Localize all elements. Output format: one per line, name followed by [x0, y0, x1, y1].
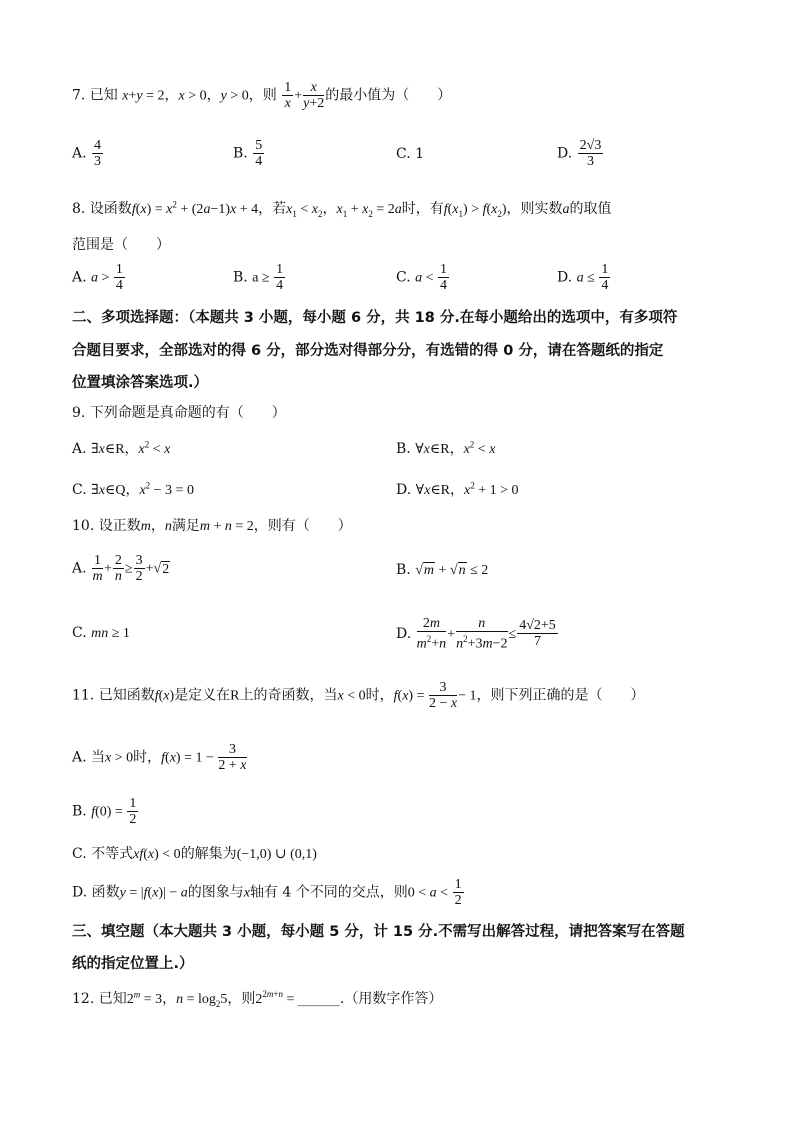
- section2-heading-line2: 合题目要求，全部选对的得 6 分，部分选对得部分分，有选错的得 0 分，请在答题纸的指定: [72, 343, 664, 359]
- q10-option-c: C. mn ≥ 1: [72, 625, 130, 641]
- q10-option-d: D. $\frac{2m}{m^2+n}$ + $\frac{n}{n^2+3m-2}$ ≤ $\frac{4√2+5}{7}$: [396, 616, 556, 652]
- q12-stem: 12. 已知$2^m = 3$，$n = \log_25$，则$2^{2m+n}$ = ______.（用数字作答）: [72, 989, 443, 1009]
- q7-stem: 7. 已知 x+y = 2，x > 0，y > 0，则 $\frac{1}{x}$ + $\frac{x}{y+2}$ 的最小值为（ ）: [72, 80, 452, 111]
- q8-option-c: C. a < $\frac{1}{4}$: [396, 262, 448, 293]
- q7-frac-1: $\frac{1}{x}$: [284, 80, 292, 111]
- section3-heading-line2: 纸的指定位置上.）: [72, 956, 194, 972]
- q9-stem: 9. 下列命题是真命题的有（ ）: [72, 405, 286, 421]
- q7-frac-2: $\frac{x}{y+2}$: [303, 80, 325, 111]
- q7-option-b: B. $\frac{5}{4}$: [233, 138, 263, 169]
- q8-stem: 8. 设函数$f(x) = x^2 + (2a-1)x + 4$，若$x_1 < x_2$，$x_1 + x_2 = 2a$时，有$f(x_1) > f(x_2)$，则实数a的取值: [72, 199, 612, 219]
- section2-heading-line3: 位置填涂答案选项.）: [72, 375, 209, 391]
- q8-option-b: B. a ≥ $\frac{1}{4}$: [233, 262, 284, 293]
- q11-option-b: B. f(0) = $\frac{1}{2}$: [72, 796, 137, 827]
- q7-option-a: A. $\frac{4}{3}$: [72, 138, 102, 169]
- q11-option-a: A. 当x > 0时，f(x) = 1 − $\frac{3}{2 + x}$: [72, 742, 247, 773]
- q7-option-d: D. $\frac{2√3}{3}$: [557, 138, 602, 169]
- q9-option-a: A. ∃x∈R，$x^2 < x$: [72, 439, 171, 457]
- q11-option-d: D. 函数y = |f(x)| − a的图象与x轴有 4 个不同的交点，则0 < a < $\frac{1}{2}$: [72, 877, 462, 908]
- q9-option-b: B. ∀x∈R，$x^2 < x$: [396, 439, 496, 457]
- q12-answer-blank[interactable]: ______: [297, 991, 340, 1007]
- q11-stem: 11. 已知函数f(x)是定义在R上的奇函数，当x < 0时，f(x) = $\frac{3}{2 - x}$ − 1，则下列正确的是（ ）: [72, 680, 645, 711]
- q7-option-c: C. 1: [396, 146, 425, 162]
- q11-option-c: C. 不等式xf(x) < 0的解集为(−1,0) ∪ (0,1): [72, 846, 317, 862]
- q10-option-a: A. $\frac{1}{m}$ + $\frac{2}{n}$ ≥ $\frac{3}{2}$ +√2: [72, 553, 170, 584]
- section2-heading-line1: 二、多项选择题：（本题共 3 小题，每小题 6 分，共 18 分.在每小题给出的选项中，有多项符: [72, 310, 678, 326]
- q9-option-c: C. ∃x∈Q，$x^2 - 3 = 0$: [72, 480, 194, 498]
- q9-option-d: D. ∀x∈R，$x^2 + 1 > 0$: [396, 480, 519, 498]
- q8-option-a: A. a > $\frac{1}{4}$: [72, 262, 123, 293]
- q10-option-b: B. √m + √n ≤ 2: [396, 562, 489, 578]
- q8-stem-line2: 范围是（ ）: [72, 237, 170, 253]
- q8-option-d: D. a ≤ $\frac{1}{4}$: [557, 262, 609, 293]
- section3-heading-line1: 三、填空题（本大题共 3 小题，每小题 5 分，计 15 分.不需写出解答过程，请把答案写在答题: [72, 924, 685, 940]
- q10-stem: 10. 设正数m，n满足m + n = 2，则有（ ）: [72, 518, 352, 534]
- q7-condition: x: [122, 88, 129, 104]
